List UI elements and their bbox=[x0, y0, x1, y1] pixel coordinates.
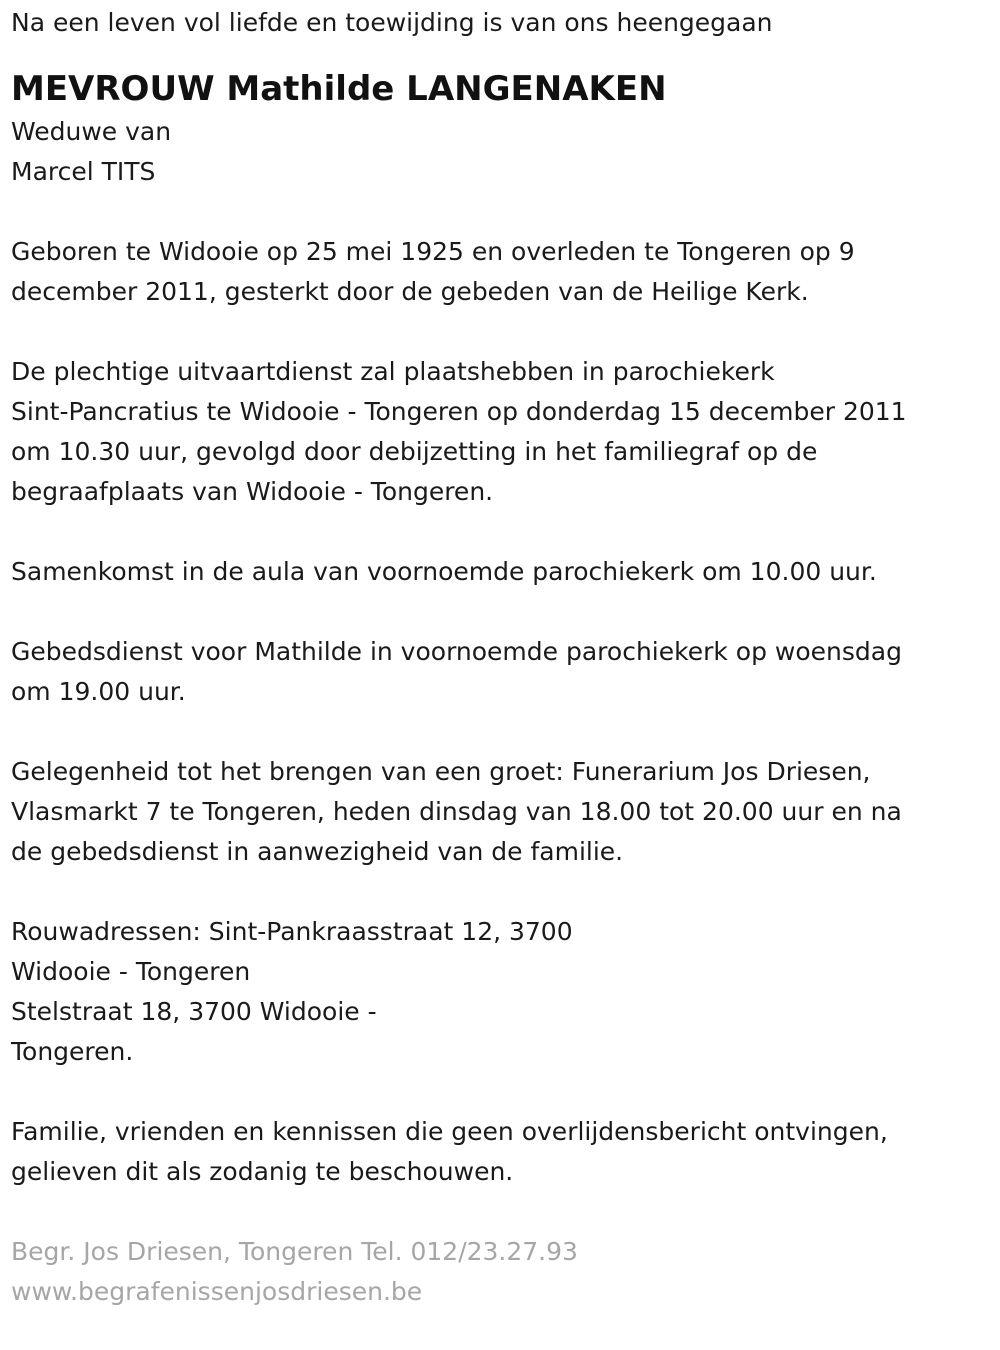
footer bbox=[11, 1232, 986, 1312]
spacer bbox=[11, 872, 986, 912]
paragraph-line: begraafplaats van Widooie - Tongeren. bbox=[11, 477, 494, 506]
spouse-name: Marcel TITS bbox=[11, 157, 156, 186]
spacer bbox=[11, 312, 986, 352]
paragraph-line: om 19.00 uur. bbox=[11, 677, 186, 706]
intro-text: Na een leven vol liefde en toewijding is van ons heengegaan bbox=[11, 8, 773, 37]
paragraph-line: Widooie - Tongeren bbox=[11, 957, 251, 986]
spacer bbox=[11, 592, 986, 632]
paragraph-line: Sint-Pancratius te Widooie - Tongeren op donderdag 15 december 2011 bbox=[11, 397, 907, 426]
birth-death-paragraph bbox=[11, 232, 986, 312]
paragraph-line: Samenkomst in de aula van voornoemde parochiekerk om 10.00 uur. bbox=[11, 557, 877, 586]
paragraph-line: Stelstraat 18, 3700 Widooie - bbox=[11, 997, 377, 1026]
paragraph-line: De plechtige uitvaartdienst zal plaatshebben in parochiekerk bbox=[11, 357, 775, 386]
gathering-paragraph bbox=[11, 552, 986, 592]
obituary-notice bbox=[11, 3, 986, 1312]
spacer bbox=[11, 1192, 986, 1232]
paragraph-line: Gelegenheid tot het brengen van een groet: Funerarium Jos Driesen, bbox=[11, 757, 871, 786]
paragraph-line: om 10.30 uur, gevolgd door debijzetting in het familiegraf op de bbox=[11, 437, 818, 466]
undertaker-info: Begr. Jos Driesen, Tongeren Tel. 012/23.27.93 bbox=[11, 1237, 578, 1266]
paragraph-line: gelieven dit als zodanig te beschouwen. bbox=[11, 1157, 514, 1186]
visitation-paragraph bbox=[11, 752, 986, 872]
spouse-block bbox=[11, 112, 986, 192]
paragraph-line: december 2011, gesterkt door de gebeden van de Heilige Kerk. bbox=[11, 277, 809, 306]
website-link: www.begrafenissenjosdriesen.be bbox=[11, 1277, 423, 1306]
paragraph-line: Vlasmarkt 7 te Tongeren, heden dinsdag van 18.00 tot 20.00 uur en na bbox=[11, 797, 902, 826]
funeral-paragraph bbox=[11, 352, 986, 512]
paragraph-line: Geboren te Widooie op 25 mei 1925 en overleden te Tongeren op 9 bbox=[11, 237, 855, 266]
paragraph-line: Rouwadressen: Sint-Pankraasstraat 12, 3700 bbox=[11, 917, 573, 946]
notice-paragraph bbox=[11, 1112, 986, 1192]
paragraph-line: Gebedsdienst voor Mathilde in voornoemde parochiekerk op woensdag bbox=[11, 637, 902, 666]
paragraph-line: Familie, vrienden en kennissen die geen overlijdensbericht ontvingen, bbox=[11, 1117, 888, 1146]
spacer bbox=[11, 192, 986, 232]
paragraph-line: de gebedsdienst in aanwezigheid van de familie. bbox=[11, 837, 624, 866]
paragraph-line: Tongeren. bbox=[11, 1037, 134, 1066]
spacer bbox=[11, 512, 986, 552]
prayer-paragraph bbox=[11, 632, 986, 712]
addresses-paragraph bbox=[11, 912, 986, 1072]
spouse-label: Weduwe van bbox=[11, 117, 172, 146]
spacer bbox=[11, 1072, 986, 1112]
deceased-name: MEVROUW Mathilde LANGENAKEN bbox=[11, 69, 667, 109]
spacer bbox=[11, 712, 986, 752]
